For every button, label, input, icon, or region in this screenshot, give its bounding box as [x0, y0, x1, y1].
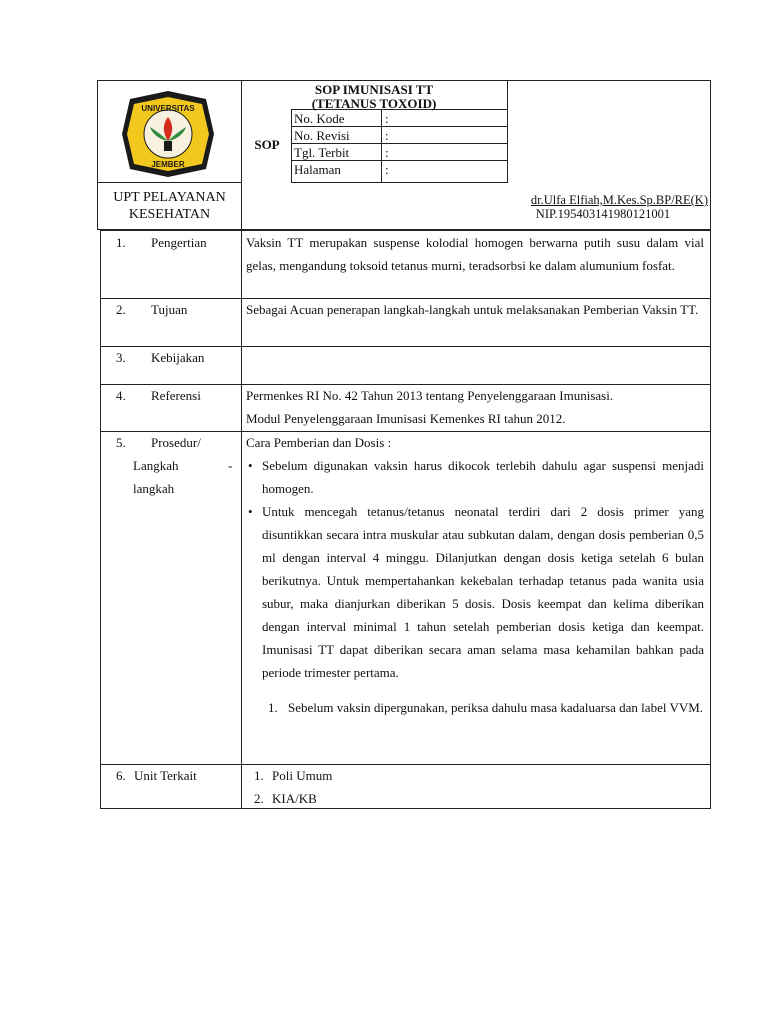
prosedur-numbered — [246, 696, 704, 719]
meta-sep: : — [385, 111, 389, 126]
row-number: 2. — [116, 302, 126, 317]
unit-name-line1: UPT PELAYANAN — [113, 190, 226, 205]
logo-ring-text-top: UNIVERSITAS — [141, 104, 195, 113]
logo-ring-text-bottom: JEMBER — [151, 160, 185, 169]
row-label-text: Tujuan — [151, 302, 188, 317]
tujuan-text: Sebagai Acuan penerapan langkah-langkah untuk melaksanakan Pemberian Vaksin TT. — [246, 302, 699, 317]
unit-list — [246, 764, 704, 810]
bullet-text: Sebelum digunakan vaksin harus dikocok terlebih dahulu agar suspensi menjadi homogen. — [262, 458, 704, 496]
meta-row-revisi — [292, 127, 504, 144]
meta-key: No. Kode — [294, 111, 345, 126]
row-label-text: Pengertian — [151, 235, 207, 250]
list-item — [246, 500, 704, 684]
row-label-text: Langkah — [133, 458, 179, 473]
bullet-icon: • — [248, 504, 253, 519]
row-label-text: Referensi — [151, 388, 201, 403]
signer-nip: NIP.195403141980121001 — [535, 207, 671, 221]
row-content-referensi — [246, 384, 704, 430]
row-number: 4. — [116, 388, 126, 403]
bullet-icon: • — [248, 458, 253, 473]
row-content-tujuan — [246, 298, 704, 321]
list-item — [246, 696, 704, 719]
university-seal-icon — [118, 89, 218, 179]
referensi-line: Modul Penyelenggaraan Imunisasi Kemenkes RI tahun 2012. — [246, 411, 566, 426]
meta-key: Tgl. Terbit — [294, 145, 350, 160]
unit-name-line2: KESEHATAN — [128, 207, 211, 222]
row-number: 6. — [116, 768, 126, 783]
row-label-text: Unit Terkait — [134, 768, 197, 783]
signer-block — [478, 193, 708, 221]
sop-title-line2: (TETANUS TOXOID) — [311, 96, 437, 111]
list-number: 1. — [254, 768, 264, 783]
meta-sep: : — [385, 145, 389, 160]
list-item — [246, 454, 704, 500]
row-label-text: Kebijakan — [151, 350, 205, 365]
row-content-prosedur — [246, 431, 704, 719]
meta-sep: : — [385, 162, 389, 177]
row-label-dash: - — [228, 458, 233, 473]
row-content-pengertian — [246, 231, 704, 277]
list-number: 1. — [268, 700, 278, 715]
row-number: 5. — [116, 435, 126, 450]
prosedur-bullets — [246, 454, 704, 684]
list-number: 2. — [254, 791, 264, 806]
meta-key: Halaman — [294, 162, 341, 177]
unit-text: Poli Umum — [272, 768, 333, 783]
sop-title — [243, 83, 505, 111]
meta-row-terbit — [292, 144, 504, 161]
signer-name: dr.Ulfa Elfiah,M.Kes.Sp.BP/RE(K) — [530, 193, 708, 207]
sop-title-line1: SOP IMUNISASI TT — [314, 82, 434, 97]
meta-row-halaman — [292, 161, 504, 178]
list-item — [246, 764, 704, 787]
unit-text: KIA/KB — [272, 791, 317, 806]
referensi-line: Permenkes RI No. 42 Tahun 2013 tentang Penyelenggaraan Imunisasi. — [246, 388, 614, 403]
meta-key: No. Revisi — [294, 128, 350, 143]
numbered-text: Sebelum vaksin dipergunakan, periksa dahulu masa kadaluarsa dan label VVM. — [288, 700, 704, 715]
sop-label: SOP — [254, 137, 280, 152]
list-item — [246, 787, 704, 810]
row-label-text: langkah — [133, 481, 175, 496]
pengertian-text: Vaksin TT merupakan suspense kolodial homogen berwarna putih susu dalam vial gelas, mengandung toksoid tetanus murni, teradsorbsi ke dalam alumunium fosfat. — [246, 235, 704, 273]
meta-sep: : — [385, 128, 389, 143]
row-label-text: Prosedur/ — [151, 435, 201, 450]
row-number: 1. — [116, 235, 126, 250]
sop-content-table — [100, 230, 711, 809]
meta-row-kode — [292, 110, 504, 127]
prosedur-intro: Cara Pemberian dan Dosis : — [246, 435, 392, 450]
bullet-text: Untuk mencegah tetanus/tetanus neonatal terdiri dari 2 dosis primer yang disuntikkan secara intra muskular atau subkutan dalam, dengan dosis pemberian 0,5 ml dengan interval 4 minggu. Dilanjutkan dengan dosis ketiga setelah 6 bulan berikutnya. Untuk mempertahankan kekebalan terhadap tetanus pada wanita usia subur, maka dianjurkan diberikan 5 dosis. Dosis keempat dan kelima diberikan dengan interval minimal 1 tahun setelah pemberian dosis ketiga dan keempat. Imunisasi TT dapat diberikan secara aman selama masa kehamilan bahkan pada periode trimester pertama. — [262, 504, 704, 680]
unit-name — [98, 189, 241, 223]
row-content-unit-terkait — [246, 764, 704, 810]
row-number: 3. — [116, 350, 126, 365]
sop-header — [97, 80, 711, 230]
